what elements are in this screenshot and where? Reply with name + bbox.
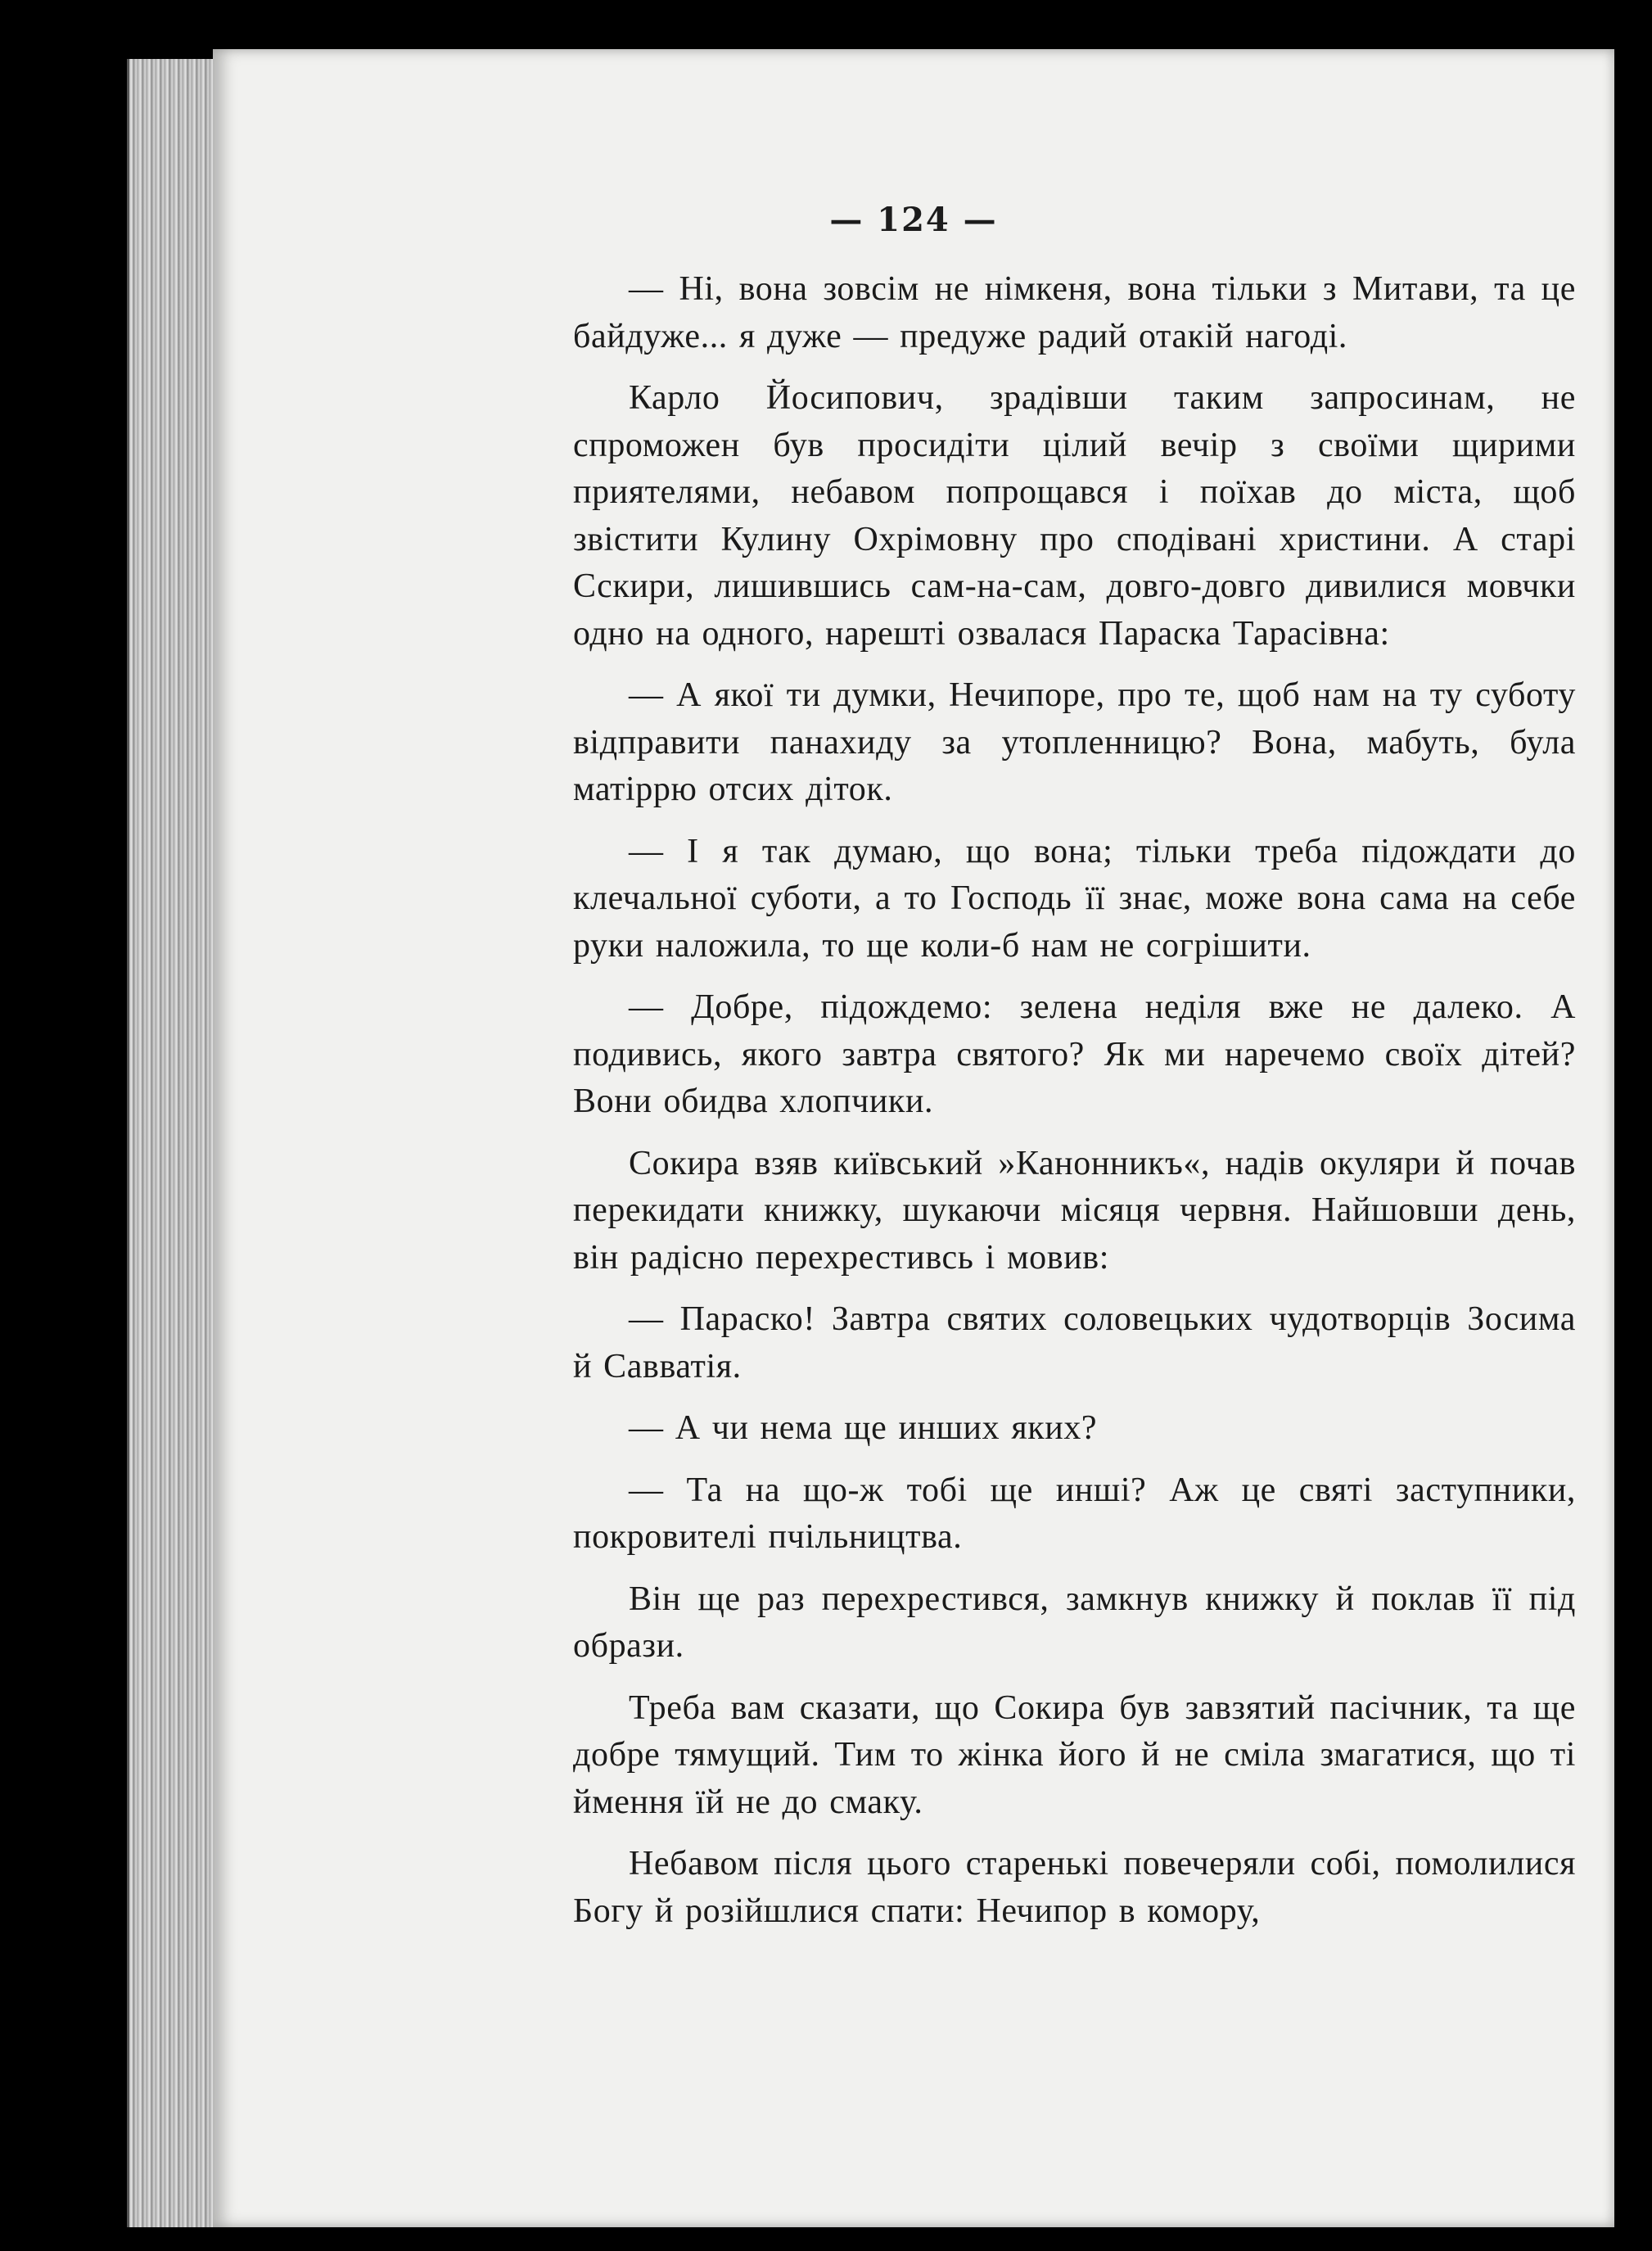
book-page: [213, 49, 1614, 2227]
paragraph: Небавом після цього старенькі повечеряли собі, помолилися Богу й розійшлися спати: Нечипор в комору,: [573, 1845, 1576, 1930]
paragraph: Він ще раз перехрестився, замкнув книжку й поклав її під образи.: [573, 1580, 1576, 1665]
paragraph: — І я так думаю, що вона; тільки треба підождати до клечальної суботи, а то Господь її знає, може вона сама на себе руки наложила, то ще коли-б нам не согрішити.: [573, 832, 1576, 965]
paragraph: — Ні, вона зовсім не німкеня, вона тільки з Митави, та це байдуже... я дуже — предуже радий отакій нагоді.: [573, 270, 1576, 355]
book-scan: [127, 49, 1617, 2227]
paragraph: — Параско! Завтра святих соловецьких чудотворців Зосима й Савватія.: [573, 1300, 1576, 1385]
paragraph: — Добре, підождемо: зелена неділя вже не далеко. А подивись, якого завтра святого? Як ми наречемо своїх дітей? Вони обидва хлопчики.: [573, 988, 1576, 1120]
paragraph: — А якої ти думки, Нечипоре, про те, щоб нам на ту суботу відправити панахиду за утопленницю? Вона, мабуть, була матіррю отсих діток.: [573, 676, 1576, 808]
paragraph: Сокира взяв київський »Канонникъ«, надів окуляри й почав перекидати книжку, шукаючи місяця червня. Найшовши день, він радісно перехрестивсь і мовив:: [573, 1144, 1576, 1277]
paragraph: — Та на що-ж тобі ще инші? Аж це святі заступники, покровителі пчільництва.: [573, 1471, 1576, 1556]
paragraph: Треба вам сказати, що Сокира був завзятий пасічник, та ще добре тямущий. Тим то жінка його й не сміла змагатися, що ті ймення їй не до смаку.: [573, 1688, 1576, 1821]
page-edges: [127, 59, 219, 2227]
paragraph: Карло Йосипович, зрадівши таким запросинам, не спроможен був просидіти цілий вечір з своїми щирими приятелями, небавом попрощався і поїхав до міста, щоб звістити Кулину Охрімовну про сподівані христини. А старі Сскири, лишившись сам-на-сам, довго-довго дивилися мовчки одно на одного, нарешті озвалася Параска Тарасівна:: [573, 379, 1576, 653]
paragraph: — А чи нема ще инших яких?: [629, 1409, 1098, 1447]
page-text: [573, 266, 1576, 1950]
page-number: — 124 —: [829, 201, 998, 239]
